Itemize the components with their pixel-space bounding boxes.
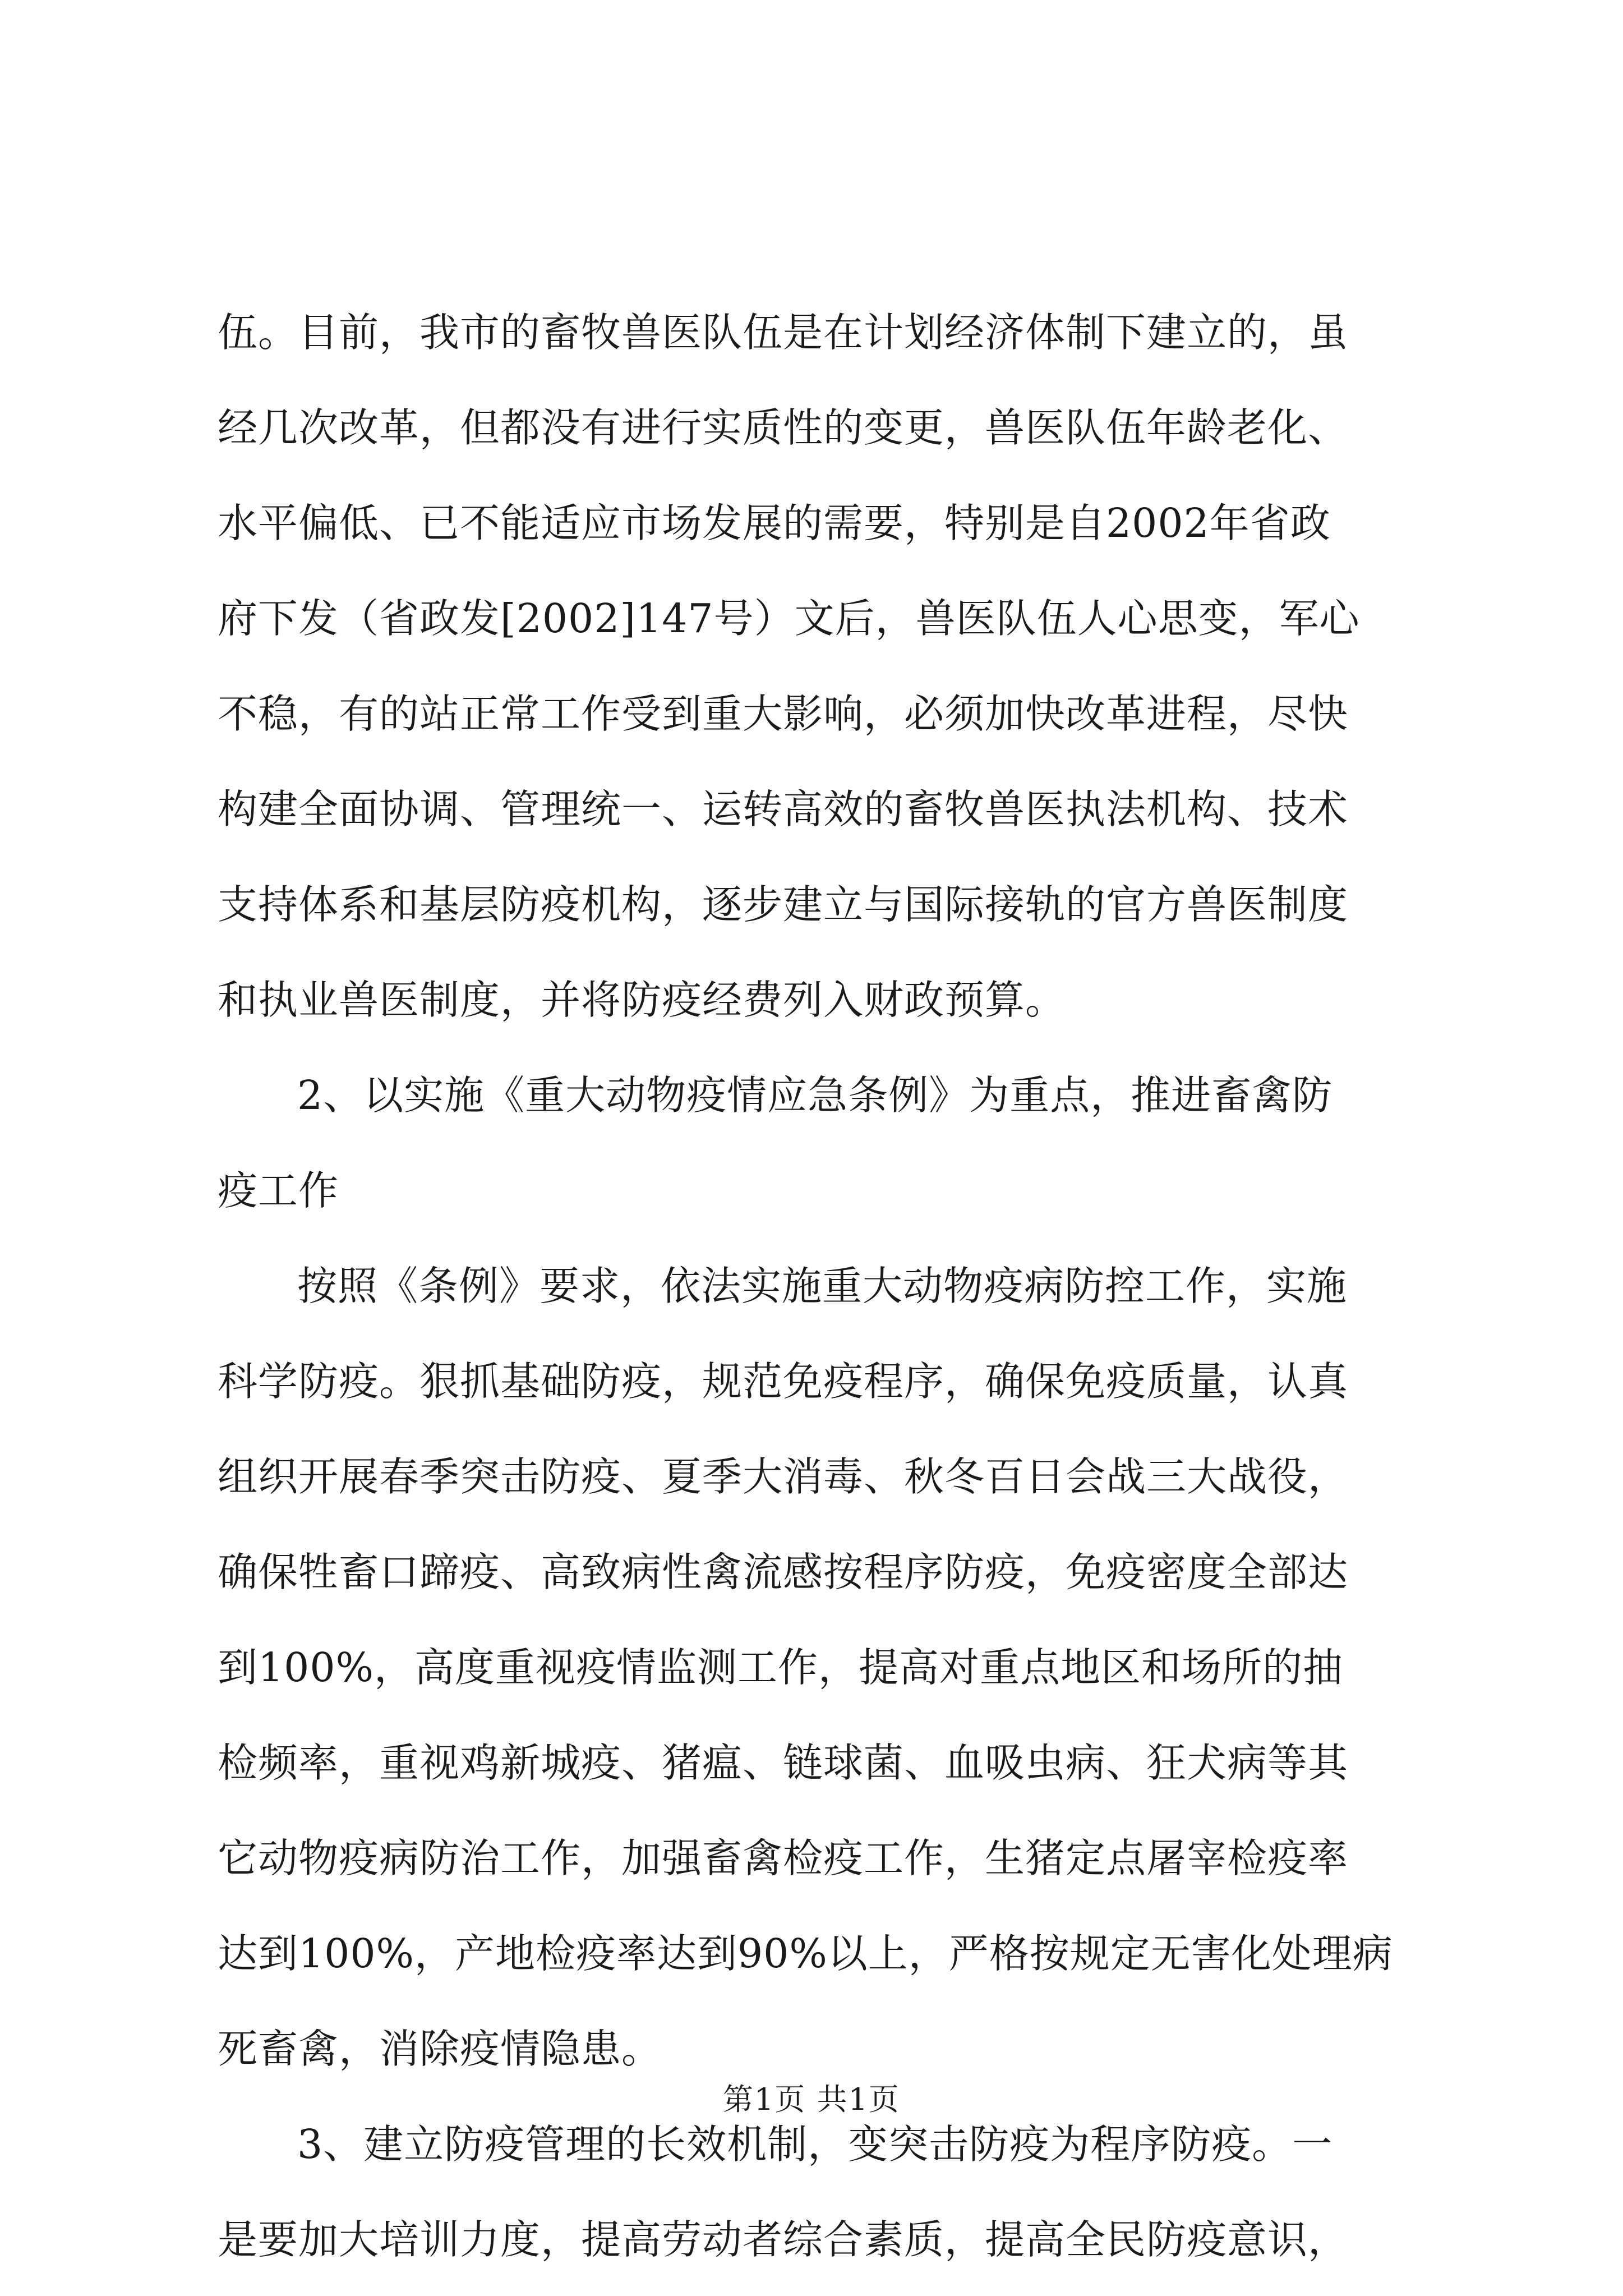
text-line: 科学防疫。狠抓基础防疫，规范免疫程序，确保免疫质量，认真 — [218, 1358, 1349, 1405]
text-line: 支持体系和基层防疫机构，逐步建立与国际接轨的官方兽医制度 — [218, 881, 1349, 928]
text-line: 按照《条例》要求，依法实施重大动物疫病防控工作，实施 — [297, 1263, 1348, 1309]
text-line: 不稳，有的站正常工作受到重大影响，必须加快改革进程，尽快 — [218, 691, 1349, 737]
text-line: 达到100%，产地检疫率达到90%以上，严格按规定无害化处理病 — [218, 1930, 1393, 1977]
text-line: 是要加大培训力度，提高劳动者综合素质，提高全民防疫意识， — [218, 2216, 1349, 2263]
text-line: 伍。目前，我市的畜牧兽医队伍是在计划经济体制下建立的，虽 — [218, 309, 1349, 356]
text-line: 府下发（省政发[2002]147号）文后，兽医队伍人心思变，军心 — [218, 595, 1360, 642]
text-line: 组织开展春季突击防疫、夏季大消毒、秋冬百日会战三大战役， — [218, 1453, 1349, 1500]
body-text — [218, 285, 1423, 2288]
text-line: 水平偏低、已不能适应市场发展的需要，特别是自2002年省政 — [218, 500, 1331, 546]
page-footer: 第1页 共1页 — [723, 2082, 900, 2117]
text-line: 死畜禽，消除疫情隐患。 — [218, 2026, 662, 2072]
text-line: 到100%，高度重视疫情监测工作，提高对重点地区和场所的抽 — [218, 1644, 1343, 1691]
text-line: 检频率，重视鸡新城疫、猪瘟、链球菌、血吸虫病、狂犬病等其 — [218, 1740, 1349, 1786]
text-line: 确保牲畜口蹄疫、高致病性禽流感按程序防疫，免疫密度全部达 — [218, 1549, 1349, 1595]
text-line: 经几次改革，但都没有进行实质性的变更，兽医队伍年龄老化、 — [218, 404, 1349, 451]
text-line: 构建全面协调、管理统一、运转高效的畜牧兽医执法机构、技术 — [218, 786, 1349, 832]
section-heading-line: 疫工作 — [218, 1167, 339, 1214]
text-line: 和执业兽医制度，并将防疫经费列入财政预算。 — [218, 977, 1066, 1023]
section-heading-line: 2、以实施《重大动物疫情应急条例》为重点，推进畜禽防 — [297, 1072, 1333, 1119]
text-line: 3、建立防疫管理的长效机制，变突击防疫为程序防疫。一 — [297, 2121, 1333, 2168]
text-line: 它动物疫病防治工作，加强畜禽检疫工作，生猪定点屠宰检疫率 — [218, 1835, 1349, 1881]
